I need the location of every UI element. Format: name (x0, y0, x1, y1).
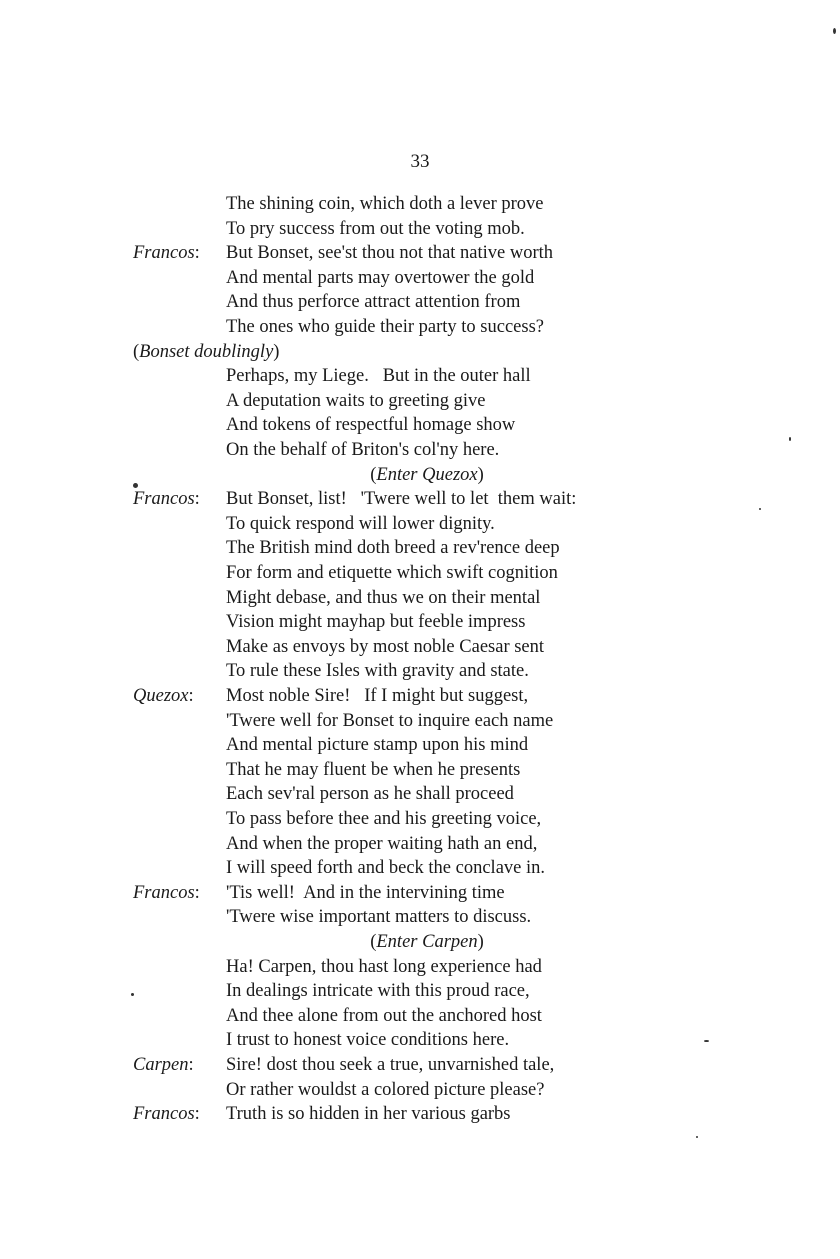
verse-text: 'Twere well for Bonset to inquire each name (226, 710, 554, 731)
verse-text: For form and etiquette which swift cognition (226, 563, 558, 583)
text-line (0, 1102, 840, 1127)
text-line (0, 659, 840, 684)
verse-text: I will speed forth and beck the conclave in. (226, 858, 546, 879)
verse-text: But Bonset, see'st thou not that native worth (226, 243, 554, 264)
verse-text: And when the proper waiting hath an end, (226, 833, 538, 854)
text-line (0, 536, 840, 561)
text-line (0, 807, 840, 832)
ink-speck (131, 993, 134, 996)
text-line (0, 733, 840, 758)
text-line (0, 438, 840, 463)
verse-text: To pass before thee and his greeting voice, (226, 809, 542, 829)
verse-text: But Bonset, list! 'Twere well to let them wait: (226, 489, 577, 510)
verse-text: To rule these Isles with gravity and state. (226, 661, 529, 682)
speaker-name: Carpen: (133, 1055, 194, 1075)
verse-text: 'Tis well! And in the intervining time (226, 882, 505, 903)
verse-text: The British mind doth breed a rev'rence deep (226, 538, 560, 559)
text-line (0, 290, 840, 315)
text-line (0, 610, 840, 635)
verse-text: To pry success from out the voting mob. (226, 218, 525, 239)
verse-text: And mental parts may overtower the gold (226, 267, 535, 288)
verse-text: I trust to honest voice conditions here. (226, 1030, 510, 1051)
stage-direction: (Enter Carpen) (370, 932, 484, 952)
stage-direction: (Enter Quezox) (370, 464, 484, 485)
verse-text: 'Twere wise important matters to discuss. (226, 907, 532, 928)
speaker-label: Francos (133, 882, 195, 903)
text-line (0, 241, 840, 266)
verse-text: Make as envoys by most noble Caesar sent (226, 636, 545, 657)
speaker-name: Francos: (133, 1104, 200, 1125)
text-line (0, 487, 840, 512)
ink-speck (789, 437, 791, 441)
text-line (0, 463, 840, 488)
text-line (0, 955, 840, 980)
text-line (0, 881, 840, 906)
text-line (0, 1053, 840, 1078)
speaker-name: Francos: (133, 243, 200, 264)
speaker-name: Francos: (133, 489, 200, 510)
speaker-label: Quezox (133, 686, 189, 706)
text-line (0, 561, 840, 586)
ink-speck (704, 1040, 709, 1042)
text-line (0, 1078, 840, 1103)
verse-text: Most noble Sire! If I might but suggest, (226, 686, 529, 706)
text-line (0, 930, 840, 955)
speaker-label: Francos (133, 243, 195, 264)
text-line (0, 340, 840, 365)
text-line (0, 782, 840, 807)
verse-text: And mental picture stamp upon his mind (226, 735, 529, 756)
verse-text: Truth is so hidden in her various garbs (226, 1104, 511, 1125)
text-line (0, 979, 840, 1004)
ink-speck (133, 483, 138, 488)
verse-text: And thee alone from out the anchored host (226, 1005, 542, 1026)
text-line (0, 192, 840, 217)
text-line (0, 1004, 840, 1029)
verse-text: A deputation waits to greeting give (226, 390, 486, 411)
stage-direction-text: Enter Quezox (376, 464, 478, 485)
verse-text: The shining coin, which doth a lever prove (226, 194, 544, 214)
verse-text: Might debase, and thus we on their mental (226, 587, 541, 608)
speaker-label: Francos (133, 489, 195, 510)
text-line (0, 413, 840, 438)
verse-text: On the behalf of Briton's col'ny here. (226, 440, 500, 460)
verse-text: Or rather wouldst a colored picture please? (226, 1079, 545, 1100)
text-line (0, 684, 840, 709)
text-line (0, 389, 840, 414)
text-line (0, 905, 840, 930)
text-line (0, 758, 840, 783)
verse-text: Each sev'ral person as he shall proceed (226, 784, 514, 805)
speaker-label: Carpen (133, 1055, 189, 1075)
verse-text: The ones who guide their party to success? (226, 317, 545, 337)
verse-text: Vision might mayhap but feeble impress (226, 612, 526, 633)
text-line (0, 832, 840, 857)
text-line (0, 512, 840, 537)
text-line (0, 635, 840, 660)
page-number: 33 (410, 151, 430, 172)
text-line (0, 586, 840, 611)
text-line (0, 266, 840, 291)
text-line (0, 856, 840, 881)
stage-direction-text: Enter Carpen (376, 932, 478, 952)
text-line (0, 364, 840, 389)
text-line (0, 709, 840, 734)
text-line (0, 315, 840, 340)
ink-speck (696, 1136, 698, 1138)
ink-speck (759, 508, 761, 510)
speaker-name: Francos: (133, 882, 200, 903)
speaker-name: Quezox: (133, 686, 194, 706)
speaker-label: Francos (133, 1104, 195, 1125)
verse-text: Sire! dost thou seek a true, unvarnished tale, (226, 1055, 555, 1075)
verse-text: That he may fluent be when he presents (226, 759, 521, 780)
verse-text: Perhaps, my Liege. But in the outer hall (226, 366, 531, 387)
text-line (0, 217, 840, 242)
stage-aside-text: Bonset doublingly (139, 341, 274, 362)
verse-text: And thus perforce attract attention from (226, 292, 521, 313)
stage-aside: (Bonset doublingly) (133, 341, 280, 362)
ink-speck (833, 28, 836, 34)
verse-text: And tokens of respectful homage show (226, 415, 516, 436)
verse-text: To quick respond will lower dignity. (226, 513, 495, 534)
verse-text: Ha! Carpen, thou hast long experience had (226, 956, 542, 977)
text-line (0, 1028, 840, 1053)
verse-text: In dealings intricate with this proud race, (226, 981, 530, 1002)
